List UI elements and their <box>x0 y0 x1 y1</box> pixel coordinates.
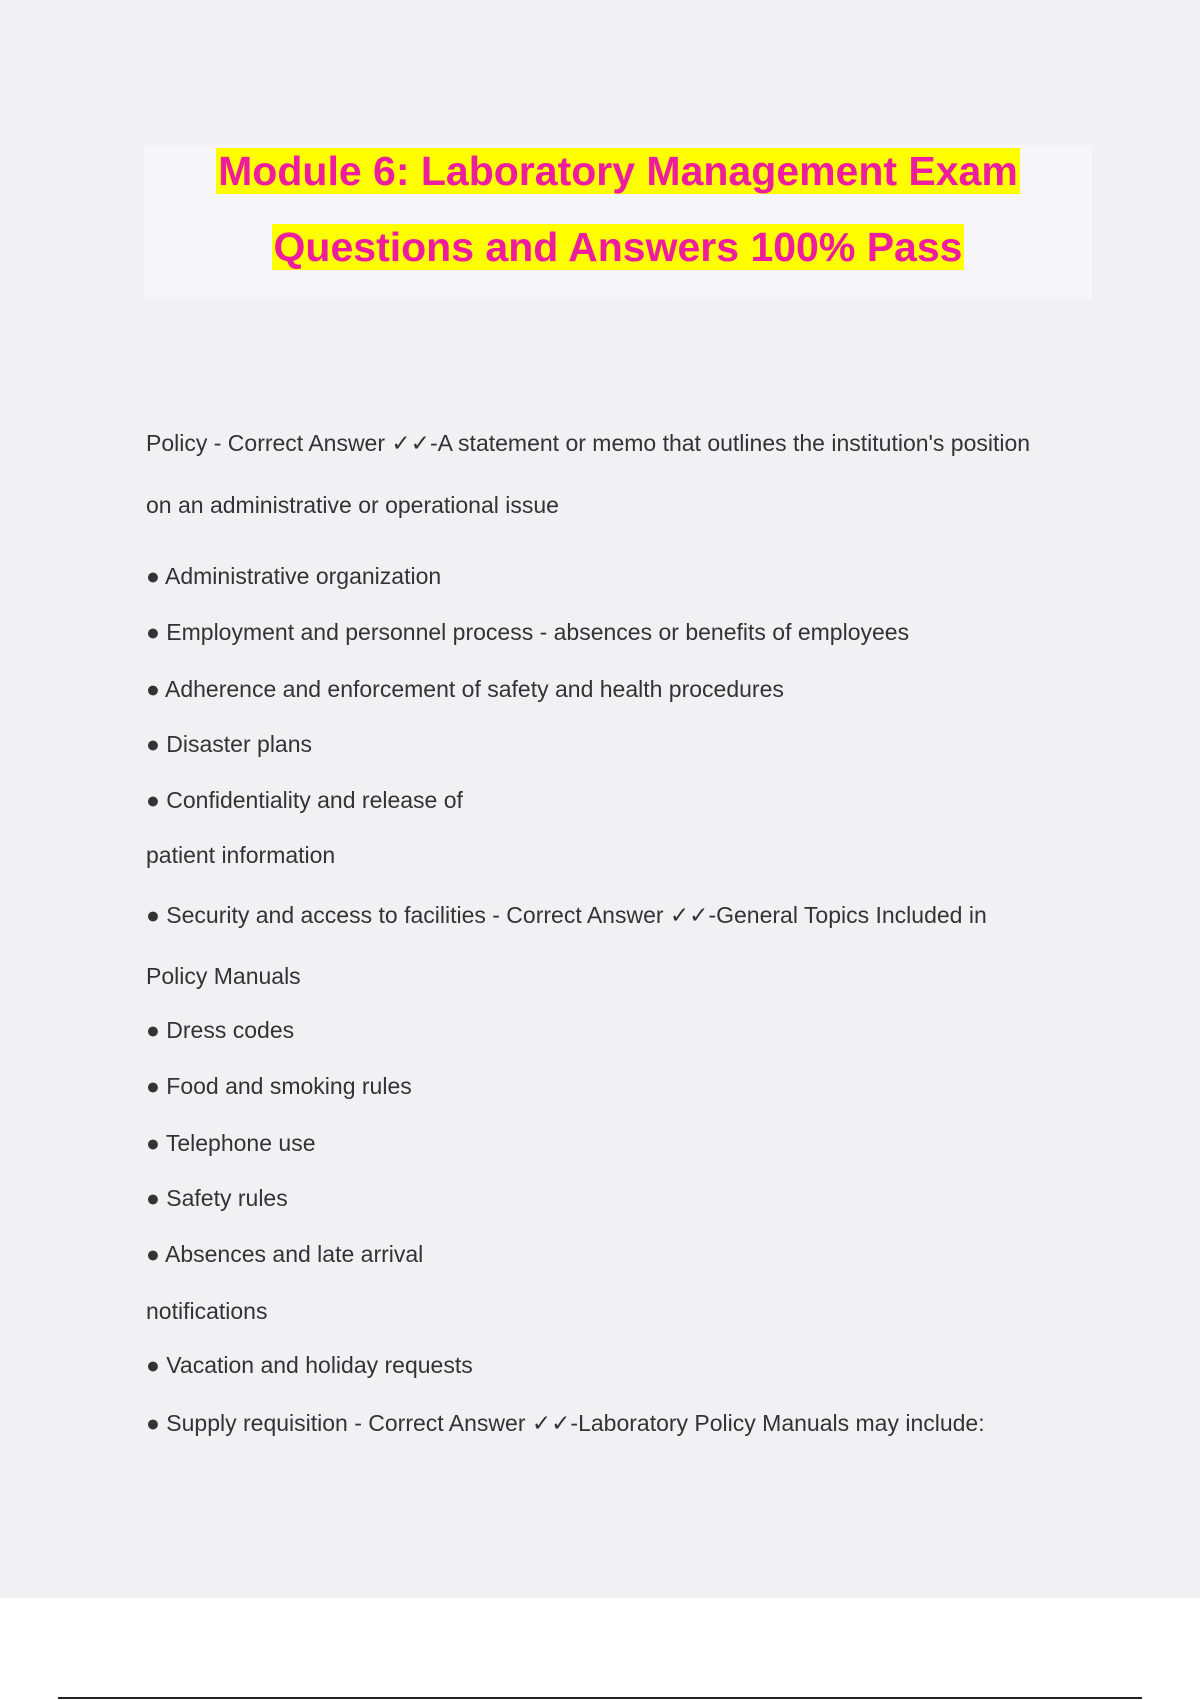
title-line-1 <box>144 145 1092 197</box>
list-item: ● Food and smoking rules <box>146 1073 412 1099</box>
policy-definition-line-cont: on an administrative or operational issue <box>146 492 559 518</box>
list-item: ● Absences and late arrival <box>146 1241 424 1267</box>
list-item: ● Administrative organization <box>146 563 442 589</box>
list-item: ● Supply requisition - Correct Answer ✓✓-Laboratory Policy Manuals may include: <box>146 1410 985 1436</box>
list-item: ● Security and access to facilities - Correct Answer ✓✓-General Topics Included in <box>146 902 987 928</box>
footer-divider <box>58 1697 1142 1699</box>
list-item: ● Confidentiality and release of <box>146 787 463 813</box>
list-item: ● Telephone use <box>146 1130 316 1156</box>
title-line-2-text: Questions and Answers 100% Pass <box>273 224 963 270</box>
title-line-1-text: Module 6: Laboratory Management Exam <box>218 148 1018 194</box>
list-item-cont: Policy Manuals <box>146 963 301 989</box>
title-line-2 <box>144 221 1092 273</box>
list-item: ● Disaster plans <box>146 731 313 757</box>
title-block <box>144 145 1092 299</box>
list-item-cont: patient information <box>146 842 336 868</box>
list-item: ● Vacation and holiday requests <box>146 1352 473 1378</box>
list-item-cont: notifications <box>146 1298 268 1324</box>
list-item: ● Employment and personnel process - absences or benefits of employees <box>146 619 910 645</box>
policy-definition-line: Policy - Correct Answer ✓✓-A statement or memo that outlines the institution's position <box>146 430 1031 456</box>
list-item: ● Safety rules <box>146 1185 288 1211</box>
list-item: ● Adherence and enforcement of safety and health procedures <box>146 676 784 702</box>
list-item: ● Dress codes <box>146 1017 295 1043</box>
